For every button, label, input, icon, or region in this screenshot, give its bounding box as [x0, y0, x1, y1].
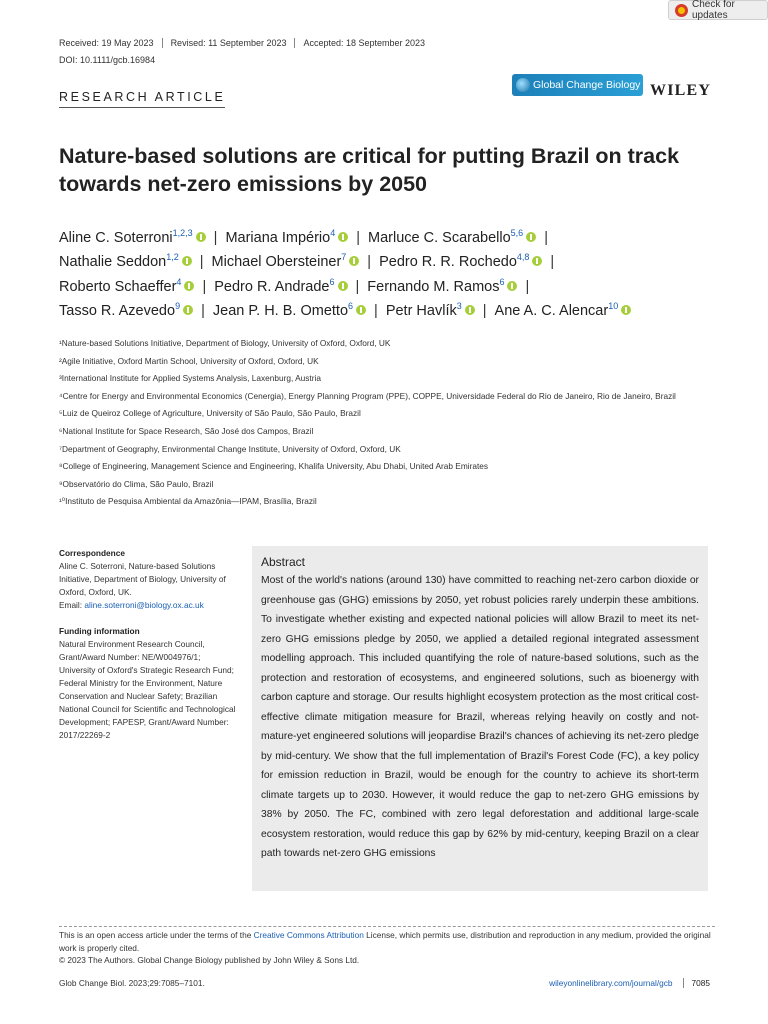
author-separator: |: [199, 254, 204, 271]
author-name: Pedro R. R. Rochedo: [379, 254, 517, 271]
author-affiliation-ref[interactable]: 4: [176, 276, 182, 287]
author-name: Fernando M. Ramos: [367, 278, 500, 295]
author-separator: |: [482, 302, 487, 319]
author-affiliation-ref[interactable]: 3: [456, 300, 462, 311]
orcid-icon[interactable]: [621, 305, 631, 315]
author-line: [59, 250, 739, 274]
accepted-date: Accepted: 18 September 2023: [294, 38, 433, 48]
affiliation-item: ²Agile Initiative, Oxford Martin School, University of Oxford, Oxford, UK: [59, 355, 319, 366]
author-separator: |: [525, 278, 530, 295]
author-separator: |: [544, 230, 548, 246]
author-affiliation-ref[interactable]: 7: [341, 252, 347, 263]
email-label: Email:: [59, 600, 83, 610]
affiliation-item: ⁶National Institute for Space Research, São José dos Campos, Brazil: [59, 425, 314, 436]
license-notice: [59, 926, 715, 967]
author-line: [59, 299, 739, 323]
journal-logo-text: Global Change Biology: [533, 79, 641, 91]
abstract-box: [252, 546, 708, 891]
author: [379, 254, 542, 270]
affiliation-item: ⁴Centre for Energy and Environmental Economics (Cenergia), Energy Planning Program (PPE), COPPE, Universidade Federal do Rio de Janeiro, Rio de Janeiro, Brazil: [59, 390, 676, 401]
affiliation-item: ³International Institute for Applied Systems Analysis, Laxenburg, Austria: [59, 373, 321, 384]
author-line: [59, 275, 739, 299]
author-name: Mariana Império: [225, 230, 331, 246]
article-title: Nature-based solutions are critical for putting Brazil on track towards net-zero emissions by 2050: [59, 144, 680, 196]
publisher-logo[interactable]: WILEY: [650, 82, 712, 99]
correspondence-heading: Correspondence: [59, 548, 125, 558]
article-type: RESEARCH ARTICLE: [59, 90, 226, 104]
check-for-updates-button[interactable]: [668, 0, 768, 20]
check-for-updates-label: Check for updates: [692, 0, 735, 21]
affiliation-item: ⁷Department of Geography, Environmental Change Institute, University of Oxford, Oxford, UK: [59, 443, 401, 454]
author-affiliation-ref[interactable]: 6: [348, 300, 354, 311]
affiliation-item: ¹⁰Instituto de Pesquisa Ambiental da Amazônia—IPAM, Brasília, Brazil: [59, 496, 317, 507]
correspondence-email-link[interactable]: aline.soterroni@biology.ox.ac.uk: [84, 600, 204, 610]
author-name: Petr Havlík: [385, 302, 457, 319]
orcid-icon[interactable]: [532, 256, 542, 266]
author-affiliation-ref[interactable]: 6: [499, 276, 505, 287]
author-name: Marluce C. Scarabello: [368, 230, 511, 246]
author: [214, 276, 347, 295]
author: [212, 254, 360, 270]
author: [385, 300, 475, 319]
author-affiliation-ref[interactable]: 6: [329, 276, 335, 287]
author: [59, 276, 194, 295]
orcid-icon[interactable]: [356, 305, 366, 315]
author-affiliation-ref[interactable]: 1,2: [166, 252, 179, 263]
author-line: [59, 226, 739, 250]
author-separator: |: [202, 278, 207, 295]
author-affiliation-ref[interactable]: 5,6: [510, 228, 524, 238]
cc-license-link[interactable]: Creative Commons Attribution: [253, 930, 364, 940]
author: [212, 300, 366, 319]
orcid-icon[interactable]: [349, 256, 359, 266]
author-name: Roberto Schaeffer: [59, 278, 177, 295]
author: [367, 276, 517, 295]
author-name: Aline C. Soterroni: [59, 230, 173, 246]
orcid-icon[interactable]: [183, 305, 193, 315]
journal-citation: Glob Change Biol. 2023;29:7085–7101.: [59, 978, 205, 988]
affiliation-item: ⁵Luiz de Queiroz College of Agriculture, University of São Paulo, São Paulo, Brazil: [59, 408, 361, 419]
globe-icon: [516, 78, 530, 92]
orcid-icon[interactable]: [507, 281, 517, 291]
revised-date: Revised: 11 September 2023: [162, 38, 295, 48]
journal-url-link[interactable]: wileyonlinelibrary.com/journal/gcb: [549, 978, 673, 988]
author-separator: |: [374, 302, 378, 319]
orcid-icon[interactable]: [184, 281, 194, 291]
author-name: Pedro R. Andrade: [214, 278, 330, 295]
page-number: 7085: [683, 978, 710, 988]
author-list: [59, 226, 739, 323]
author-separator: |: [355, 278, 360, 295]
author-name: Jean P. H. B. Ometto: [212, 302, 349, 319]
author-affiliation-ref[interactable]: 4,8: [516, 252, 530, 263]
author-affiliation-ref[interactable]: 10: [608, 300, 619, 311]
crossmark-icon: [675, 4, 688, 17]
author-separator: |: [550, 254, 555, 271]
author: [225, 230, 348, 246]
copyright: © 2023 The Authors. Global Change Biology published by John Wiley & Sons Ltd.: [59, 955, 360, 966]
orcid-icon[interactable]: [182, 256, 192, 266]
author-affiliation-ref[interactable]: 1,2,3: [172, 228, 193, 238]
author: [368, 230, 536, 246]
author-separator: |: [356, 230, 361, 246]
affiliation-item: ⁹Observatório do Clima, São Paulo, Brazil: [59, 478, 214, 489]
author-affiliation-ref[interactable]: 9: [175, 300, 181, 311]
correspondence-email-row: [59, 599, 239, 612]
author-name: Ane A. C. Alencar: [494, 302, 609, 319]
license-post: License, which permits use, distribution and reproduction in any medium, provided the original work is properly cited.: [59, 930, 711, 953]
affiliations: [59, 335, 719, 511]
orcid-icon[interactable]: [338, 232, 348, 242]
author: [494, 300, 632, 319]
orcid-icon[interactable]: [196, 232, 206, 242]
journal-logo[interactable]: [512, 74, 643, 96]
author: [59, 254, 192, 270]
orcid-icon[interactable]: [338, 281, 348, 291]
affiliation-item: ⁸College of Engineering, Management Science and Engineering, Khalifa University, Abu Dhabi, United Arab Emirates: [59, 461, 489, 472]
abstract-heading: Abstract: [261, 555, 306, 569]
article-dates: [59, 38, 433, 48]
author-separator: |: [213, 230, 218, 246]
orcid-icon[interactable]: [465, 305, 475, 315]
author: [59, 230, 206, 246]
correspondence-text: Aline C. Soterroni, Nature-based Solutions Initiative, Department of Biology, University of Oxford, Oxford, UK.: [59, 561, 226, 597]
abstract-text: Most of the world's nations (around 130) have committed to reaching net-zero carbon dioxide or greenhouse gas (GHG) emissions by 2050, yet robust policies rarely underpin these ambitions. To investigate whether existing and expected national policies will allow Brazil to meet its net-zero GHG emissions pledge by 2050, we applied a detailed regional integrated assessment modelling approach. This included quantifying the role of nature-based solutions, such as the protection and restoration of ecosystems, and engineered solutions, such as bioenergy with carbon capture and storage. Our results highlight ecosystem protection as the most critical cost-effective climate mitigation measure for Brazil, whereas relying heavily on costly and not-mature-yet engineered solutions will jeopardise Brazil's chances of achieving its net-zero pledge by mid-century. We show that the full implementation of Brazil's Forest Code (FC), a key policy for emission reduction in Brazil, would be enough for the country to achieve its short-term climate targets up to 2030. However, it would reduce the gap to net-zero GHG emissions by 38% by 2050. The FC, combined with zero legal deforestation and additional large-scale ecosystem restoration, would reduce this gap by 62% by mid-century, keeping Brazil on a clear path towards net-zero GHG emissions: [261, 575, 699, 859]
author-separator: |: [367, 254, 372, 271]
funding-heading: Funding information: [59, 626, 140, 636]
received-date: Received: 19 May 2023: [59, 38, 154, 48]
sidebar-info: [59, 547, 239, 742]
footer-right: [549, 978, 710, 988]
author-name: Nathalie Seddon: [59, 254, 167, 271]
orcid-icon[interactable]: [526, 232, 536, 242]
doi[interactable]: DOI: 10.1111/gcb.16984: [59, 55, 156, 65]
author-name: Michael Obersteiner: [211, 254, 342, 271]
funding-text: Natural Environment Research Council, Grant/Award Number: NE/W004976/1; University of Oxford's Strategic Research Fund; Federal Ministry for the Environment, Nature Conservation and Nuclear Safety; Brazilian National Council for Scientific and Technological Development; FAPESP, Grant/Award Number: 2017/22269-2: [59, 639, 236, 740]
author: [59, 300, 193, 319]
affiliation-item: ¹Nature-based Solutions Initiative, Department of Biology, University of Oxford, Oxford, UK: [59, 338, 391, 348]
author-name: Tasso R. Azevedo: [59, 302, 176, 319]
author-separator: |: [201, 302, 205, 319]
license-pre: This is an open access article under the terms of the: [59, 930, 254, 940]
author-affiliation-ref[interactable]: 4: [330, 228, 336, 238]
